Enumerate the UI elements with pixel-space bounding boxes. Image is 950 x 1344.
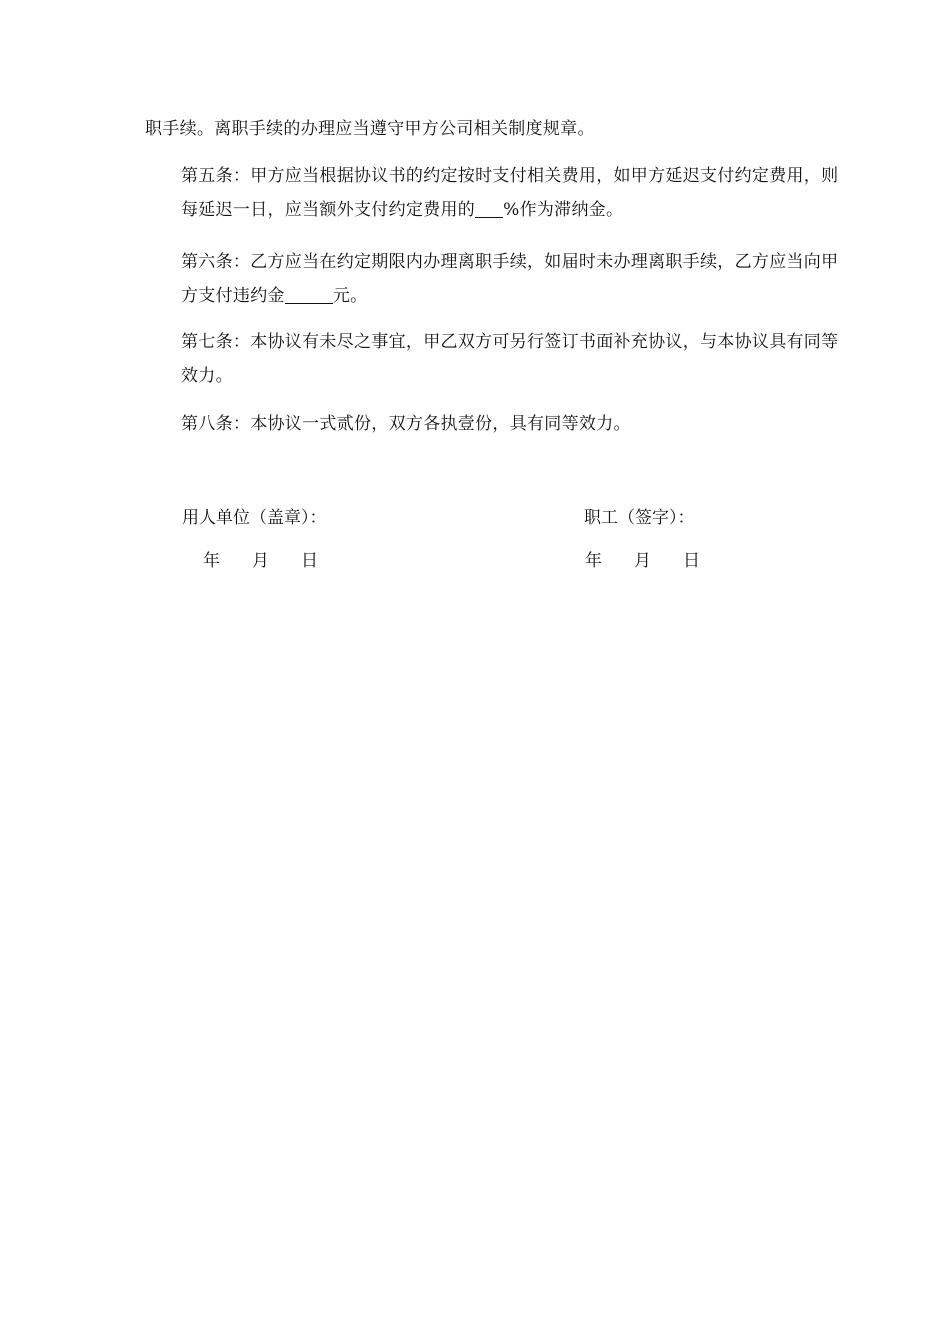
continuation-paragraph [145, 112, 807, 146]
article-5-text-end: %作为滞纳金。 [503, 200, 624, 220]
article-7-paragraph [145, 325, 843, 393]
employee-date-year: 年 [585, 551, 602, 571]
article-8-paragraph [145, 407, 843, 441]
article-6-text: 第六条：乙方应当在约定期限内办理离职手续，如届时未办理离职手续，乙方应当向甲方支付违约金 [181, 252, 839, 306]
employer-seal-label: 用人单位（盖章）： [182, 508, 327, 528]
article-6-paragraph [145, 245, 843, 313]
article-5-paragraph [145, 159, 843, 227]
article-6-text-end: 元。 [332, 286, 368, 306]
employer-date-year: 年 [203, 551, 220, 571]
employer-date-month: 月 [252, 551, 269, 571]
employer-date-day: 日 [301, 551, 318, 571]
employee-signature-label: 职工（签字）： [584, 508, 695, 528]
employee-date-month: 月 [634, 551, 651, 571]
late-fee-percent-blank [475, 199, 503, 218]
continuation-text: 职手续。离职手续的办理应当遵守甲方公司相关制度规章。 [145, 119, 595, 139]
article-7-text: 第七条：本协议有未尽之事宜，甲乙双方可另行签订书面补充协议，与本协议具有同等效力。 [181, 332, 839, 386]
employee-date-day: 日 [683, 551, 700, 571]
article-8-text: 第八条：本协议一式贰份，双方各执壹份，具有同等效力。 [181, 414, 631, 434]
employer-date-line [203, 546, 318, 576]
penalty-amount-blank [285, 285, 333, 304]
employee-date-line [585, 546, 700, 576]
article-5-text: 第五条：甲方应当根据协议书的约定按时支付相关费用，如甲方延迟支付约定费用，则每延迟一日，应当额外支付约定费用的 [181, 166, 839, 220]
